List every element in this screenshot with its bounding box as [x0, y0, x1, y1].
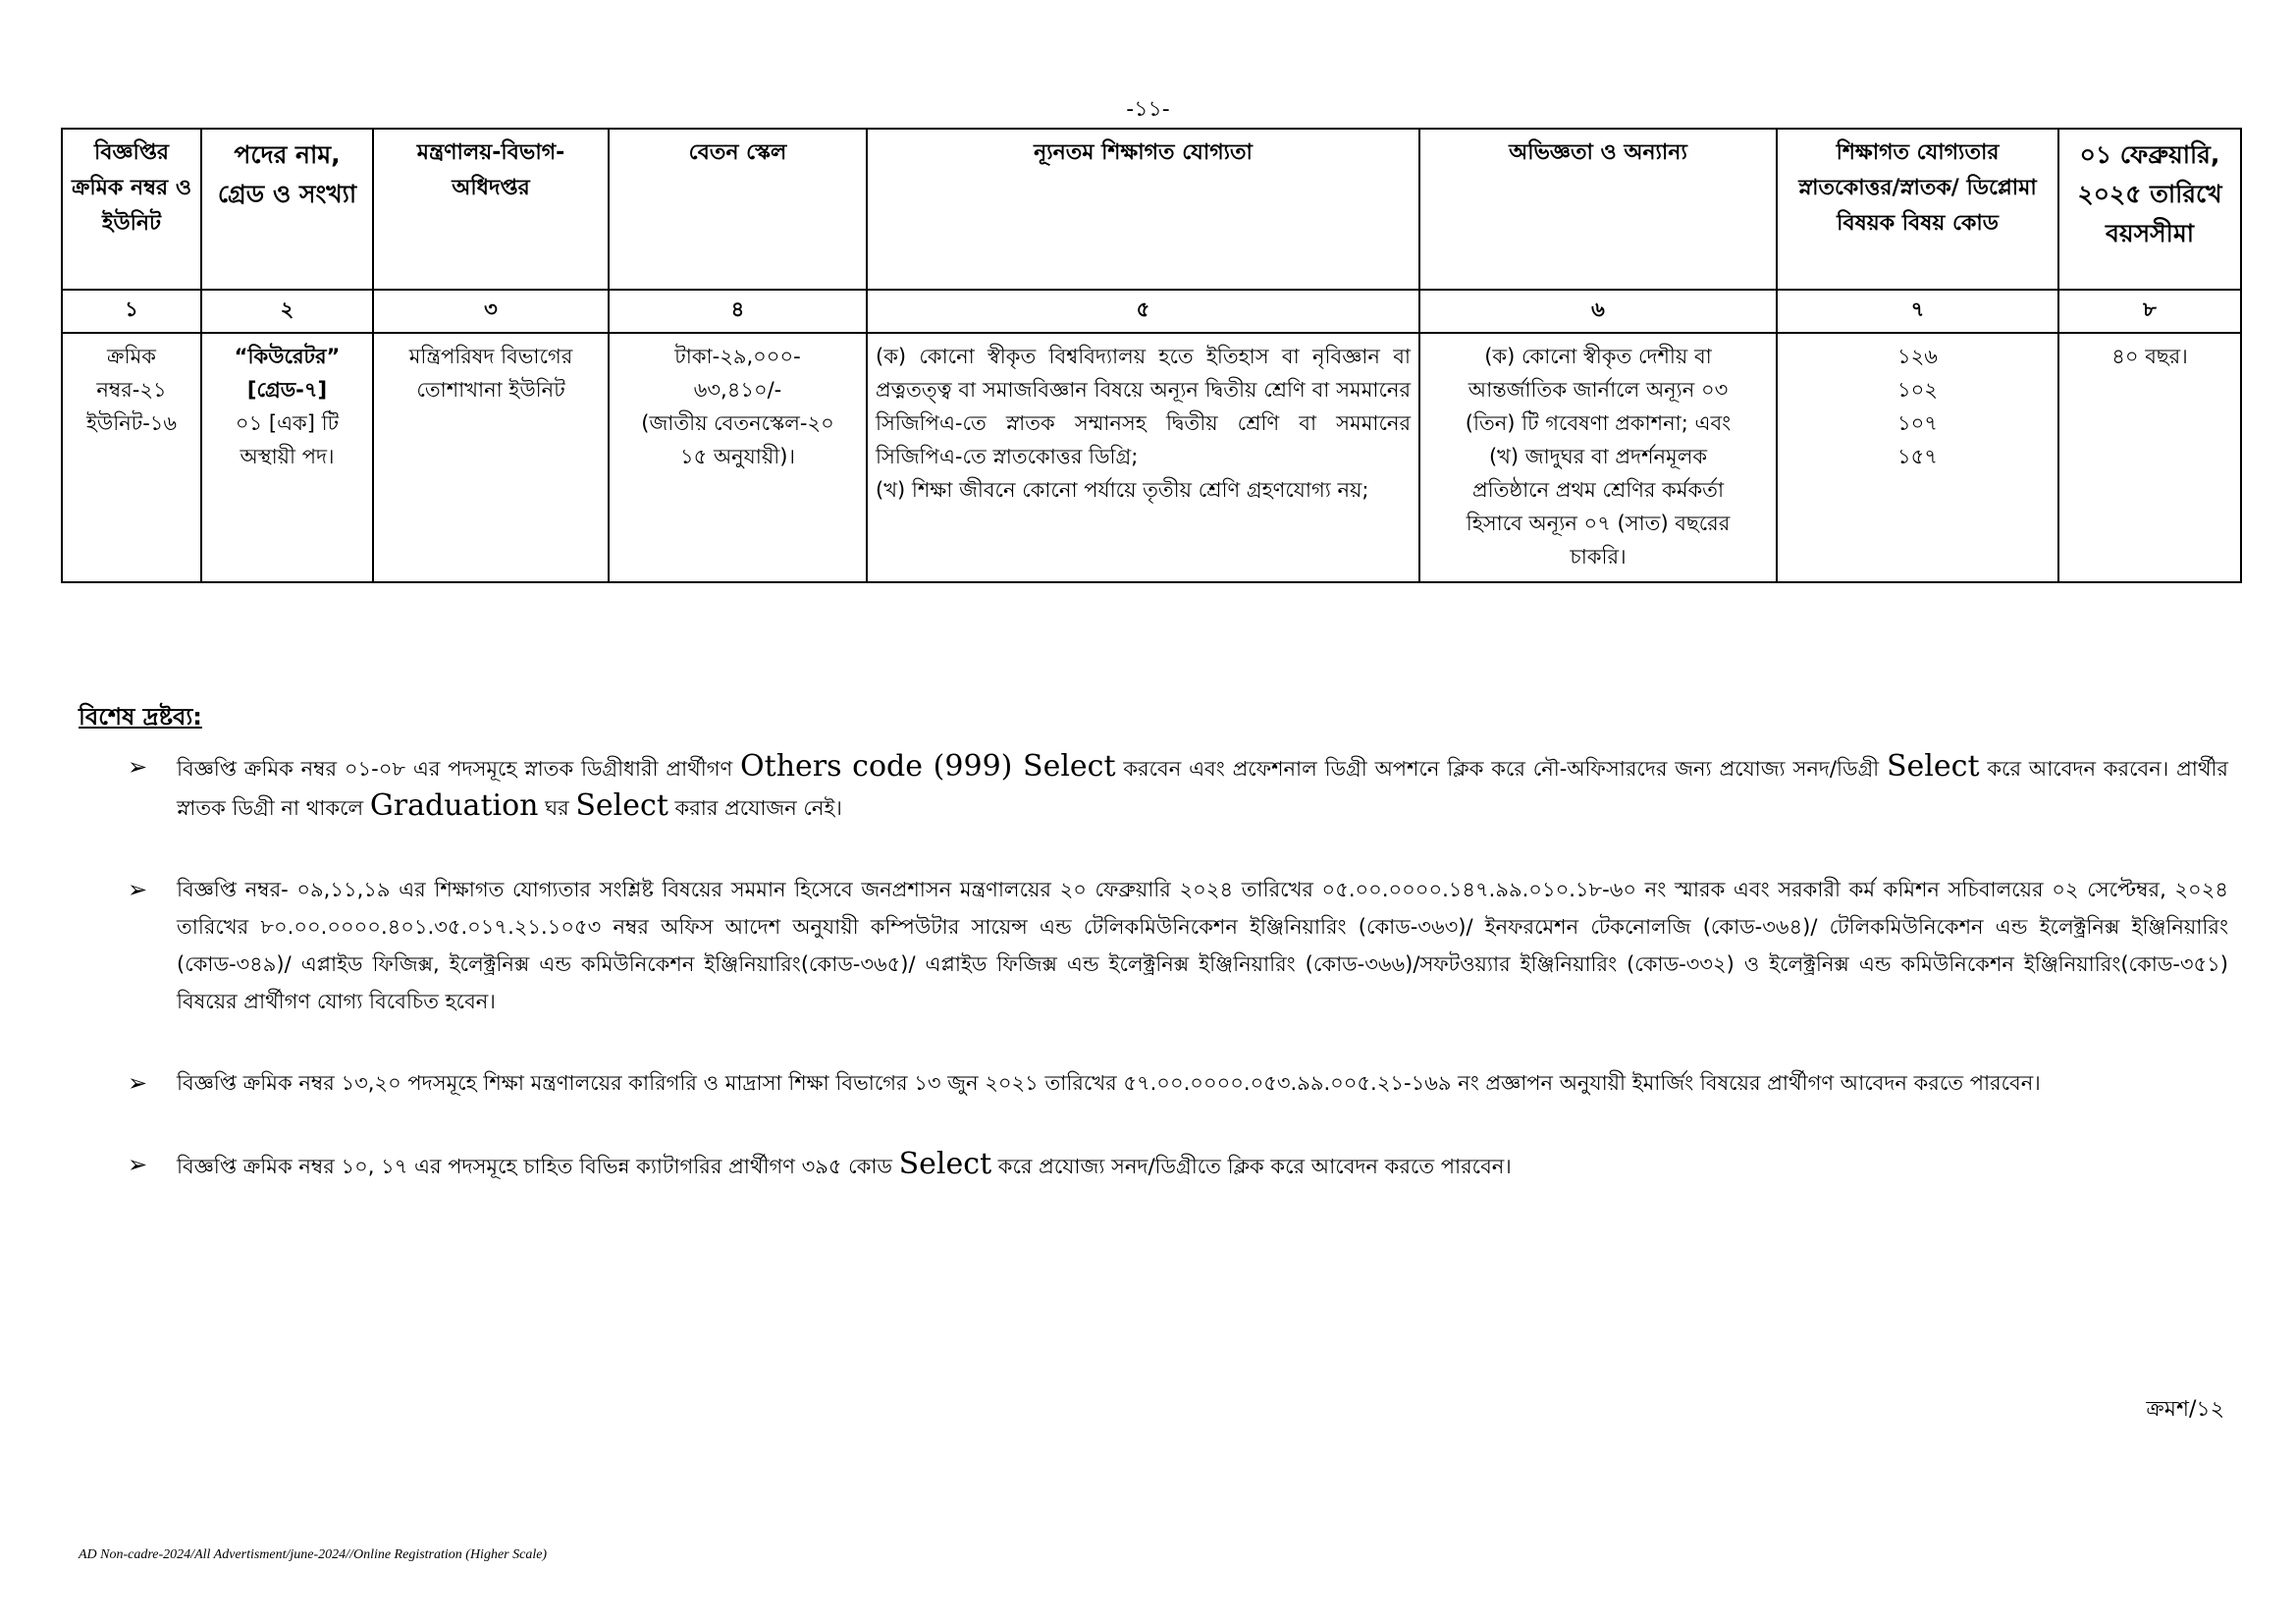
continued-marker: ক্রমশ/১২: [2146, 1397, 2224, 1422]
arrow-bullet-icon: ➢: [128, 1069, 148, 1097]
cell-subject-codes: ১২৬ ১০২ ১০৭ ১৫৭: [1777, 333, 2058, 582]
column-number: ১: [62, 290, 201, 333]
cell-ministry: মন্ত্রিপরিষদ বিভাগের তোশাখানা ইউনিট: [373, 333, 609, 582]
note-item: ➢ বিজ্ঞপ্তি ক্রমিক নম্বর ০১-০৮ এর পদসমূহে স্নাতক ডিগ্রীধারী প্রার্থীগণ Others code (999) Select করবেন এবং প্রফেশনাল ডিগ্রী অপশনে ক্লিক করে নৌ-অফিসারদের জন্য প্রযোজ্য সনদ/ডিগ্রী Select করে আবেদন করবেন। প্রার্থীর স্নাতক ডিগ্রী না থাকলে Graduation ঘর Select করার প্রযোজন নেই।: [128, 749, 2228, 823]
column-number: ৬: [1419, 290, 1777, 333]
arrow-bullet-icon: ➢: [128, 876, 148, 903]
qualification-a: (ক) কোনো স্বীকৃত বিশ্ববিদ্যালয় হতে ইতিহাস বা নৃবিজ্ঞান বা প্রত্নতত্ত্ব বা সমাজবিজ্ঞান বিষয়ে অন্যূন দ্বিতীয় শ্রেণি বা সমমানের সিজিপিএ-তে স্নাতক সম্মানসহ দ্বিতীয় শ্রেণি বা সমমানের সিজিপিএ-তে স্নাতকোত্তর ডিগ্রি;: [876, 345, 1411, 468]
header-age-limit: ০১ ফেব্রুয়ারি, ২০২৫ তারিখে বয়সসীমা: [2058, 129, 2241, 290]
footer-reference: AD Non-cadre-2024/All Advertisment/june-2024//Online Registration (Higher Scale): [79, 1547, 548, 1562]
cell-experience: (ক) কোনো স্বীকৃত দেশীয় বা আন্তর্জাতিক জার্নালে অন্যূন ০৩ (তিন) টি গবেষণা প্রকাশনা; এবং (খ) জাদুঘর বা প্রদর্শনমূলক প্রতিষ্ঠানে প্রথম শ্রেণির কর্মকর্তা হিসাবে অন্যূন ০৭ (সাত) বছরের চাকরি।: [1419, 333, 1777, 582]
column-number: ৮: [2058, 290, 2241, 333]
header-ministry: মন্ত্রণালয়-বিভাগ- অধিদপ্তর: [373, 129, 609, 290]
cell-age-limit: ৪০ বছর।: [2058, 333, 2241, 582]
vacancy-table: [61, 128, 2242, 583]
table-row: [62, 333, 2241, 582]
page-number: -১১-: [1126, 97, 1170, 122]
notes-heading: বিশেষ দ্রষ্টব্য:: [79, 703, 202, 731]
special-notes: [79, 699, 2228, 1229]
note-item: ➢ বিজ্ঞপ্তি নম্বর- ০৯,১১,১৯ এর শিক্ষাগত যোগ্যতার সংশ্লিষ্ট বিষয়ের সমমান হিসেবে জনপ্রশাসন মন্ত্রণালয়ের ২০ ফেব্রুয়ারি ২০২৪ তারিখের ০৫.০০.০০০০.১৪৭.৯৯.০১০.১৮-৬০ নং স্মারক এবং সরকারী কর্ম কমিশন সচিবালয়ের ০২ সেপ্টেম্বর, ২০২৪ তারিখের ৮০.০০.০০০০.৪০১.৩৫.০১৭.২১.১০৫৩ নম্বর অফিস আদেশ অনুযায়ী কম্পিউটার সায়েন্স এন্ড টেলিকমিউনিকেশন ইঞ্জিনিয়ারিং (কোড-৩৬৩)/ ইনফরমেশন টেকনোলজি (কোড-৩৬৪)/ টেলিকমিউনিকেশন এন্ড ইলেক্ট্রনিক্স ইঞ্জিনিয়ারিং (কোড-৩৪৯)/ এপ্লাইড ফিজিক্স, ইলেক্ট্রনিক্স এন্ড কমিউনিকেশন ইঞ্জিনিয়ারিং(কোড-৩৬৫)/ এপ্লাইড ফিজিক্স এন্ড ইলেক্ট্রনিক্স ইঞ্জিনিয়ারিং (কোড-৩৬৬)/সফটওয়্যার ইঞ্জিনিয়ারিং (কোড-৩৩২) ও ইলেক্ট্রনিক্স এন্ড কমিউনিকেশন ইঞ্জিনিয়ারিং(কোড-৩৫১) বিষয়ের প্রার্থীগণ যোগ্য বিবেচিত হবেন।: [79, 871, 2228, 1020]
column-number-row: [62, 290, 2241, 333]
cell-qualification: [867, 333, 1419, 582]
header-min-qualification: ন্যূনতম শিক্ষাগত যোগ্যতা: [867, 129, 1419, 290]
post-grade: [গ্রেড-৭]: [246, 378, 328, 402]
header-serial-unit: বিজ্ঞপ্তির ক্রমিক নম্বর ও ইউনিট: [62, 129, 201, 290]
cell-post: “কিউরেটর” [গ্রেড-৭] ০১ [এক] টি অস্থায়ী পদ।: [201, 333, 373, 582]
arrow-bullet-icon: ➢: [128, 1151, 148, 1178]
column-number: ২: [201, 290, 373, 333]
column-number: ৫: [867, 290, 1419, 333]
header-pay-scale: বেতন স্কেল: [609, 129, 867, 290]
cell-serial-unit: ক্রমিক নম্বর-২১ ইউনিট-১৬: [62, 333, 201, 582]
note-item: ➢ বিজ্ঞপ্তি ক্রমিক নম্বর ১৩,২০ পদসমূহে শিক্ষা মন্ত্রণালয়ের কারিগরি ও মাদ্রাসা শিক্ষা বিভাগের ১৩ জুন ২০২১ তারিখের ৫৭.০০.০০০০.০৫৩.৯৯.০০৫.২১-১৬৯ নং প্রজ্ঞাপন অনুযায়ী ইমার্জিং বিষয়ের প্রার্থীগণ আবেদন করতে পারবেন।: [79, 1064, 2228, 1102]
column-number: ৭: [1777, 290, 2058, 333]
note-item: ➢ বিজ্ঞপ্তি ক্রমিক নম্বর ১০, ১৭ এর পদসমূহে চাহিত বিভিন্ন ক্যাটাগরির প্রার্থীগণ ৩৯৫ কোড Select করে প্রযোজ্য সনদ/ডিগ্রীতে ক্লিক করে আবেদন করতে পারবেন।: [128, 1147, 1512, 1181]
column-number: ৩: [373, 290, 609, 333]
qualification-b: (খ) শিক্ষা জীবনে কোনো পর্যায়ে তৃতীয় শ্রেণি গ্রহণযোগ্য নয়;: [876, 478, 1369, 502]
header-post-grade-count: পদের নাম, গ্রেড ও সংখ্যা: [201, 129, 373, 290]
arrow-bullet-icon: ➢: [128, 753, 148, 781]
post-title: “কিউরেটর”: [234, 345, 341, 368]
column-number: ৪: [609, 290, 867, 333]
header-experience: অভিজ্ঞতা ও অন্যান্য: [1419, 129, 1777, 290]
table-header-row: [62, 129, 2241, 290]
header-subject-code: শিক্ষাগত যোগ্যতার স্নাতকোত্তর/স্নাতক/ ডিপ্লোমা বিষয়ক বিষয় কোড: [1777, 129, 2058, 290]
cell-pay-scale: টাকা-২৯,০০০- ৬৩,৪১০/- (জাতীয় বেতনস্কেল-২০ ১৫ অনুযায়ী)।: [609, 333, 867, 582]
